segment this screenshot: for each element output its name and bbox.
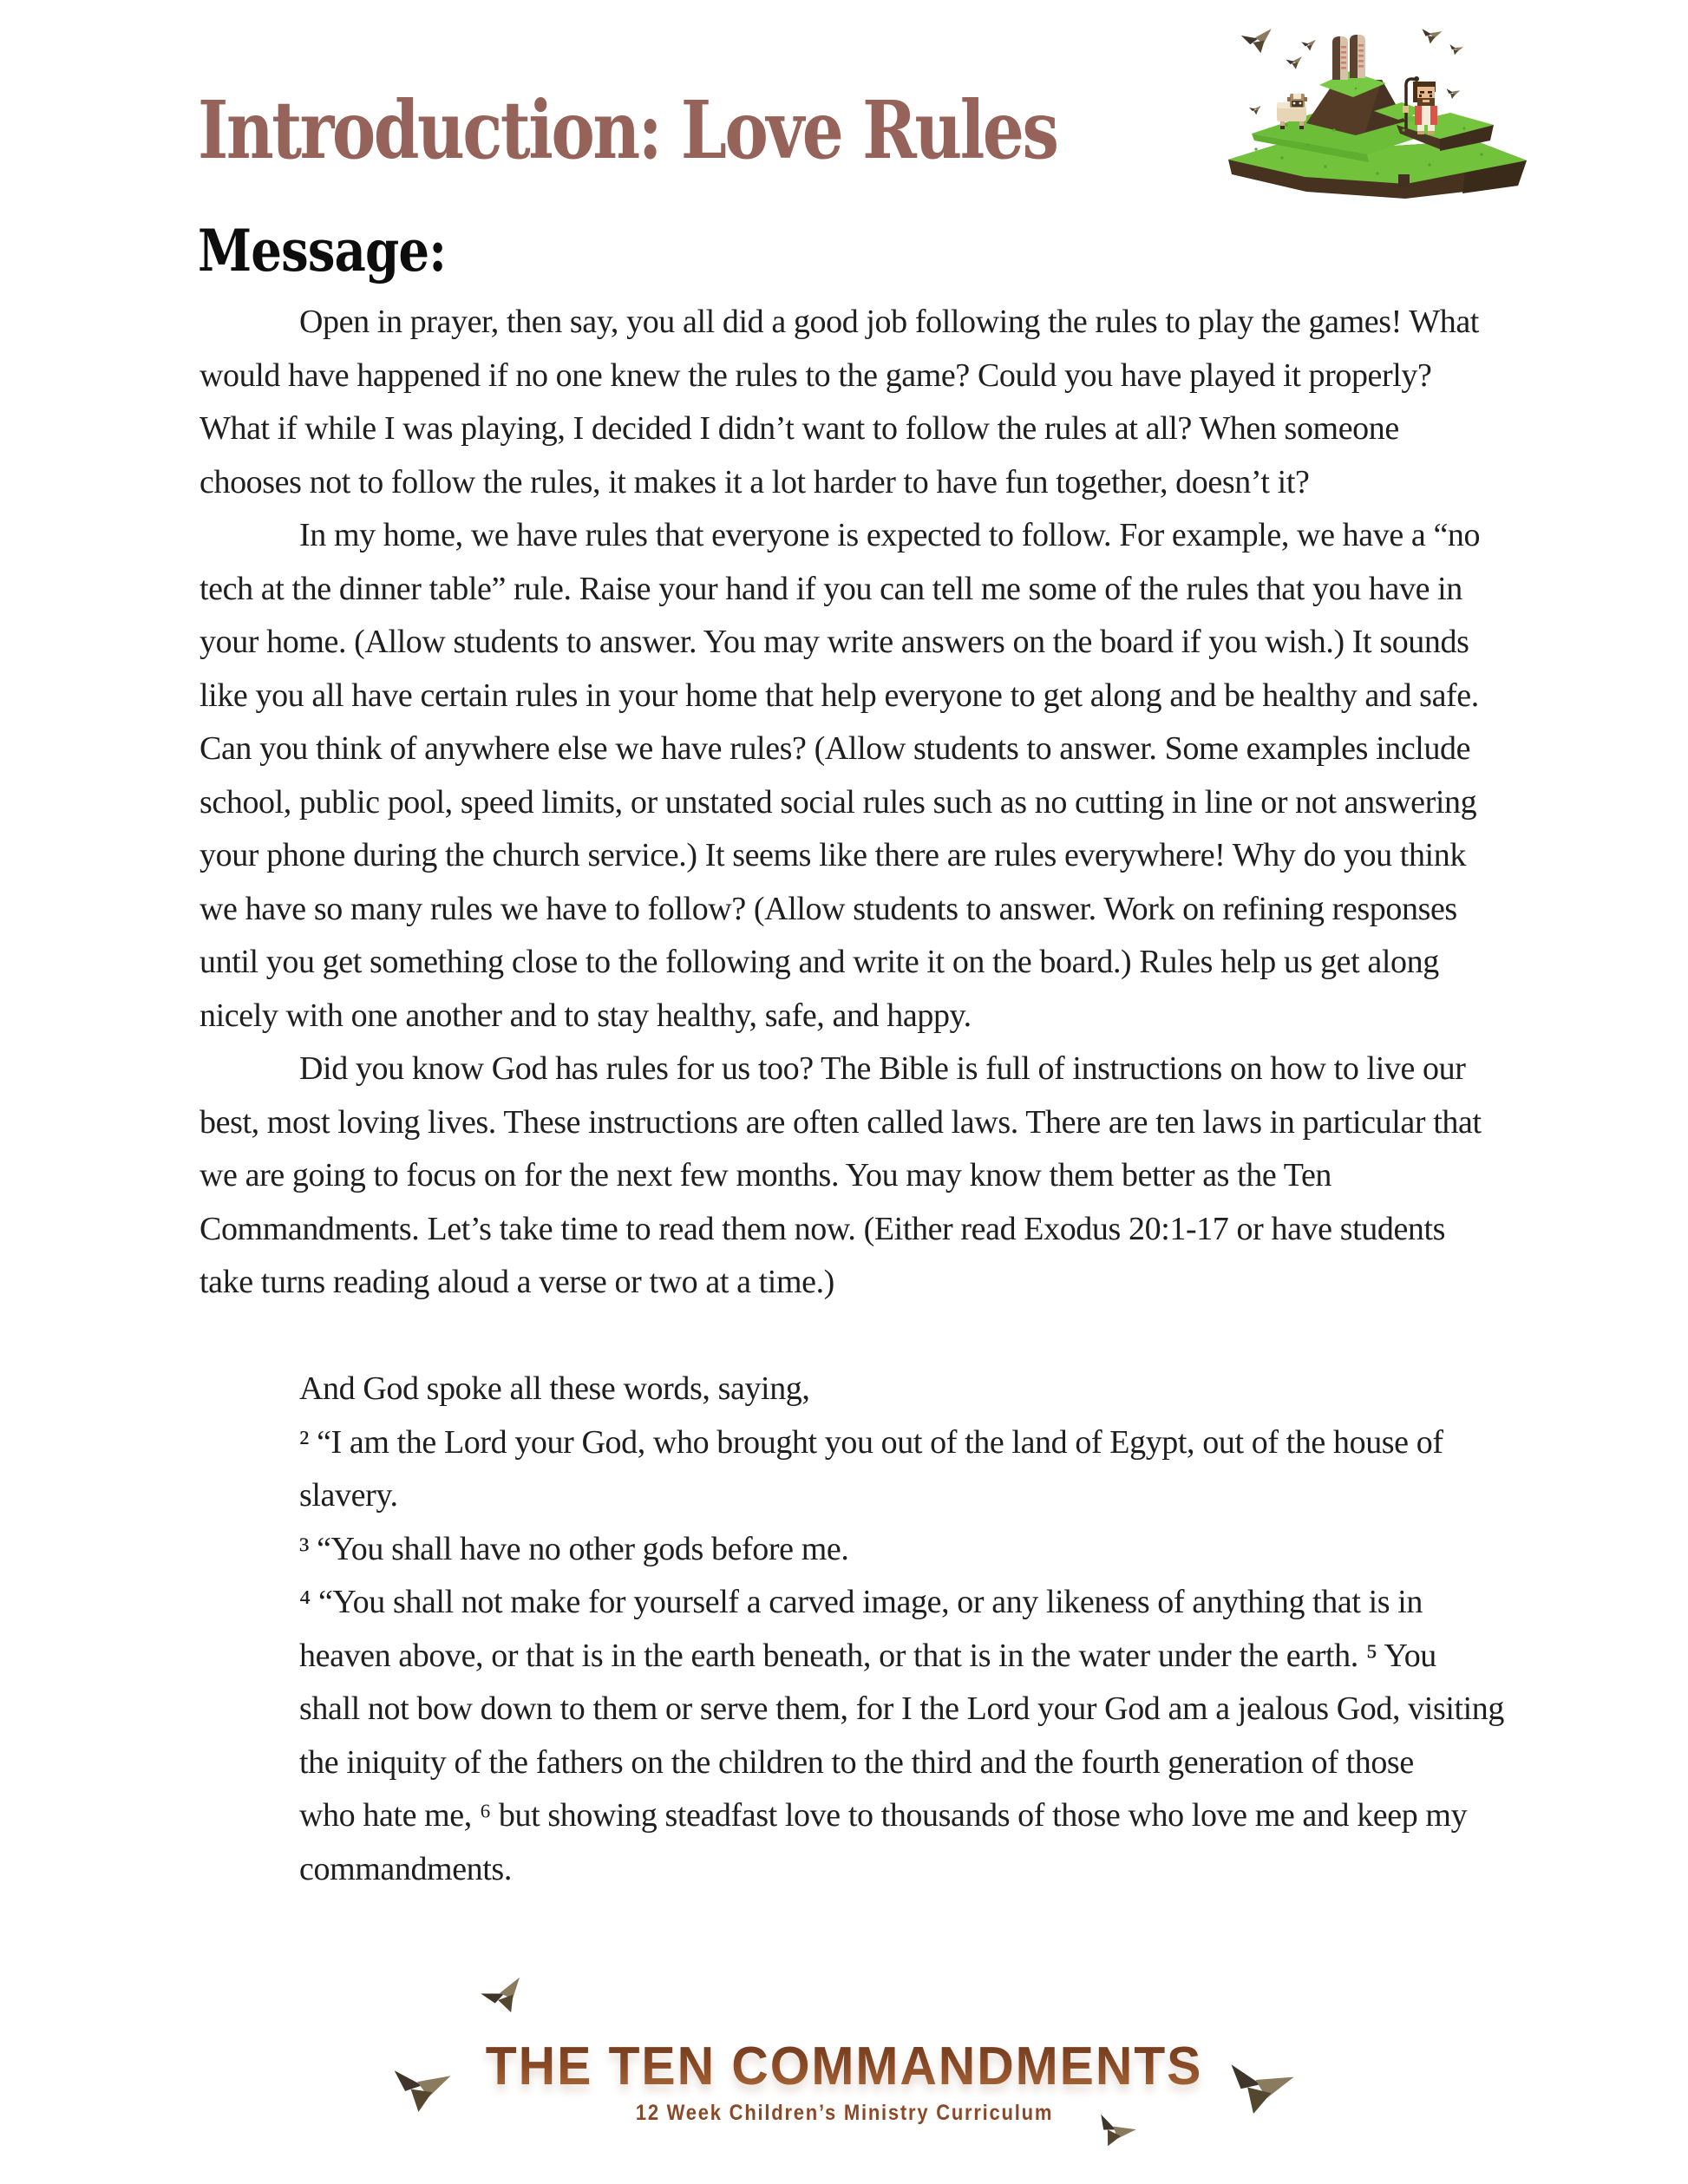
text-line: What if while I was playing, I decided I didn’t want to follow the rules at all? When someone [200, 410, 1399, 447]
blank-line [200, 1310, 1639, 1363]
text-line: Can you think of anywhere else we have rules? (Allow students to answer. Some examples include [200, 730, 1471, 767]
mount-sinai-illustration [1204, 19, 1551, 201]
text-line: like you all have certain rules in your home that help everyone to get along and be healthy and safe. [200, 677, 1479, 714]
text-line: shall not bow down to them or serve them, for I the Lord your God am a jealous God, visiting [299, 1690, 1504, 1727]
text-line: would have happened if no one knew the rules to the game? Could you have played it properly? [200, 356, 1432, 394]
text-line: the iniquity of the fathers on the children to the third and the fourth generation of those [299, 1743, 1414, 1781]
text-line: chooses not to follow the rules, it makes it a lot harder to have fun together, doesn’t it? [200, 463, 1310, 500]
text-line: ⁴ “You shall not make for yourself a carved image, or any likeness of anything that is in [299, 1584, 1423, 1620]
text-line: nicely with one another and to stay healthy, safe, and happy. [200, 997, 972, 1034]
text-line: school, public pool, speed limits, or unstated social rules such as no cutting in line or not answering [200, 783, 1477, 821]
text-line: slavery. [299, 1477, 398, 1514]
message-paragraph [200, 1043, 1639, 1310]
message-paragraph [200, 509, 1639, 1043]
text-line: Did you know God has rules for us too? The Bible is full of instructions on how to live our [299, 1050, 1466, 1087]
text-line: heaven above, or that is in the earth beneath, or that is in the water under the earth. ⁵ You [299, 1637, 1436, 1674]
text-line: ² “I am the Lord your God, who brought you out of the land of Egypt, out of the house of [299, 1423, 1443, 1461]
section-heading: Message: [198, 217, 447, 284]
text-line: who hate me, ⁶ but showing steadfast love to thousands of those who love me and keep my [299, 1797, 1468, 1834]
text-line: take turns reading aloud a verse or two at a time.) [200, 1264, 834, 1300]
text-line: your phone during the church service.) It seems like there are rules everywhere! Why do you think [200, 837, 1466, 873]
text-line: until you get something close to the following and write it on the board.) Rules help us get along [200, 944, 1439, 980]
message-paragraph [200, 296, 1639, 509]
scripture-block [299, 1363, 1639, 1896]
text-line: tech at the dinner table” rule. Raise your hand if you can tell me some of the rules that you have in [200, 570, 1462, 607]
document-title: Introduction: Love Rules [198, 83, 1057, 177]
text-line: your home. (Allow students to answer. You may write answers on the board if you wish.) It sounds [200, 624, 1469, 660]
text-line: And God spoke all these words, saying, [299, 1370, 810, 1407]
footer-logo-subtitle: 12 Week Children’s Ministry Curriculum [635, 2101, 1053, 2125]
bird-icon [389, 1978, 1294, 2155]
footer-birds [373, 1969, 1345, 2173]
footer-logo-title: THE TEN COMMANDMENTS [485, 2037, 1203, 2096]
text-line: best, most loving lives. These instructions are often called laws. There are ten laws in particular that [200, 1103, 1482, 1141]
text-line: we are going to focus on for the next few months. You may know them better as the Ten [200, 1157, 1332, 1193]
text-line: we have so many rules we have to follow? (Allow students to answer. Work on refining responses [200, 890, 1457, 927]
text-line: Commandments. Let’s take time to read them now. (Either read Exodus 20:1-17 or have students [200, 1210, 1446, 1247]
mountain-icon [1228, 71, 1527, 199]
text-line: commandments. [299, 1850, 512, 1887]
text-line: In my home, we have rules that everyone is expected to follow. For example, we have a “no [299, 517, 1481, 553]
text-line: ³ “You shall have no other gods before me. [299, 1530, 849, 1567]
message-body [200, 296, 1639, 1896]
text-line: Open in prayer, then say, you all did a good job following the rules to play the games! What [299, 304, 1479, 340]
